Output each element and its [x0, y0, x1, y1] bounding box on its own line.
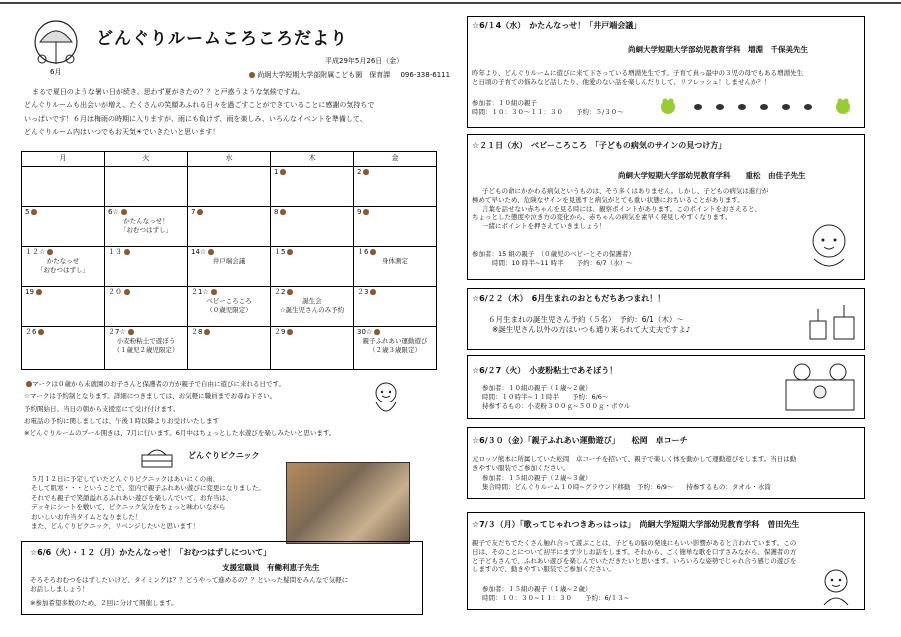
event-body: [30, 576, 418, 608]
org-line: [247, 71, 450, 80]
day-number: ２2: [274, 288, 286, 296]
info-line: 時間：10 時半~11 時半 予約：6/7（水）～: [492, 258, 633, 267]
info-line: 集合時間：どんぐりルーム１０時~グラウンド移動 予約：6/9～ 持参するもの：タオル・水筒: [482, 482, 771, 491]
picnic-line: デッキにシートを敷いて、ピクニック気分をちょっと味わいながら: [31, 503, 226, 512]
acorn-icon: [124, 289, 130, 295]
event-speaker: 支援室職員 有働利恵子先生: [222, 563, 320, 572]
note-line: ☆マークは予約制となります。詳細につきましては、お気軽に職員までお尋ね下さい。: [24, 392, 277, 401]
event-info: [482, 585, 629, 603]
weekday-thu: 木: [271, 152, 354, 167]
calendar-day-cell: [354, 327, 437, 370]
calendar-day-cell: [22, 247, 105, 287]
calendar-day-cell: [188, 247, 271, 287]
calendar-day-cell: [22, 167, 105, 207]
event-line: ６月生まれの誕生児さん予約（５名） 予約：6/1（木）～: [488, 315, 684, 324]
acorn-icon: [249, 72, 255, 78]
event-heading: ☆6/１4（水） かたんなっせ！「井戸端会議」: [472, 21, 642, 30]
calendar-week-row: [22, 207, 437, 247]
calendar-day-cell: [105, 327, 188, 370]
note-text: マークは０歳から未就園のお子さんと保護者の方が親子で自由に遊びに来れる日です。: [32, 380, 285, 388]
event-speaker: 尚絅大学短期大学部幼児教育学科 重松 由佳子先生: [618, 171, 806, 180]
june-calendar: [21, 151, 437, 370]
day-number: ２6: [25, 328, 37, 336]
event-line: 言葉を話せない赤ちゃんを見る時には、観察ポイントがあります。このポイントをおさえると、: [482, 204, 761, 213]
event-body: [472, 187, 792, 231]
calendar-header-row: [22, 152, 437, 167]
frog-icon: [661, 99, 675, 115]
event-line: 親子で友だちでたくさん触れ合って遊ぶことは、子どもの脳の発達にもいい影響があると言われています。この: [472, 539, 797, 547]
event-line: 日は、そのことについて初半にまず少しお話をします。それから、ごく簡単な歌を口ずさみながら、保護者の方: [472, 547, 797, 556]
calendar-week-row: [22, 247, 437, 287]
day-number: 6☆: [108, 208, 119, 216]
picnic-title: どんぐりピクニック: [188, 451, 260, 460]
calendar-day-cell: [271, 207, 354, 247]
acorn-icon: [370, 249, 376, 255]
calendar-week-row: [22, 167, 437, 207]
event-body: [472, 69, 860, 87]
event-box-birthday: [467, 288, 865, 350]
calendar-day-cell: [22, 287, 105, 327]
org-name: 尚絅大学短期大学部附属こども園 保育課: [257, 71, 391, 79]
calendar-day-cell: [354, 207, 437, 247]
calendar-day-cell: [105, 207, 188, 247]
day-event-label: ☆誕生児さんのみ予約: [279, 305, 345, 314]
info-line: 参加者：１５組の親子（１歳~２歳）: [482, 585, 592, 593]
day-event-label: 誕生会: [302, 297, 322, 306]
top-rule: [0, 2, 901, 4]
acorn-icon: [280, 169, 286, 175]
calendar-day-cell: [22, 327, 105, 370]
event-info: [482, 474, 771, 492]
picnic-text: [31, 475, 281, 532]
event-heading: ☆２１日（水） べビーころころ 「子どもの病気のサインの見つけ方」: [472, 141, 727, 150]
calendar-week-row: [22, 327, 437, 370]
acorn-icon: [128, 329, 134, 335]
tadpole-icon: [694, 104, 812, 110]
acorn-icon: [36, 289, 42, 295]
acorn-icon: [287, 289, 293, 295]
svg-text:6月: 6月: [50, 68, 62, 76]
acorn-icon: [208, 249, 214, 255]
event-line: と子どもさんで、ふれあい遊びを楽しんでいただきたいと思います。いろいろな姿勢でじゃれ合う感じの遊びを: [472, 556, 797, 565]
diaper-event-box: [21, 541, 423, 615]
event-line: ちょっとした態度や泣き方の変化から、赤ちゃんの病気を素早く発見しやすくなります。: [472, 213, 732, 222]
event-body: [472, 455, 860, 473]
weekday-wed: 水: [188, 152, 271, 167]
intro-line: まるで夏日のような暑い日が続き、思わず夏がきたの？？と戸惑うような気候ですね。: [32, 88, 305, 96]
info-line: 参加者：１０組の親子: [472, 99, 537, 107]
info-line: 参加者：１５組の親子（２歳~３歳）: [482, 474, 592, 482]
day-event-label: （２歳３歳限定）: [369, 345, 421, 354]
note-line: お電話の予約に関しましては、午後１時以降よりお受けいたします: [24, 417, 219, 426]
calendar-day-cell: [188, 327, 271, 370]
calendar-day-cell: [105, 287, 188, 327]
day-number: 2: [357, 168, 362, 176]
day-event-label: （０歳児限定）: [206, 305, 252, 314]
note-line: ※どんぐりルームのプール開きは、7月に行います。6月中はちょっとした水遊びを楽しみたいと思います。: [24, 429, 336, 438]
intro-line: いっぱいです！６月は梅雨の時期に入りますが、雨にも負けず、雨を楽しみ、いろんなイベントを準備して、: [24, 114, 367, 123]
acorn-icon: [363, 209, 369, 215]
acorn-icon: [370, 289, 376, 295]
day-event-label: 親子ふれあい運動遊び: [362, 337, 428, 346]
event-line: 一緒にポイントを押さえていきましょう！: [482, 222, 606, 231]
event-line: と日頃の子育ての悩みなど話したり、他愛のない話を楽しんだりして、リフレッシュ！しませんか？！: [472, 77, 771, 86]
picnic-basket-icon: [140, 447, 176, 469]
picnic-line: それでも親子で笑顔溢れるふれあい遊びを楽しんでいて、お弁当は、: [31, 493, 233, 502]
day-number: 1: [274, 168, 279, 176]
picnic-line: そして肌寒・・・ということで、室内で親子ふれあい遊びに変更になりました。: [31, 484, 265, 493]
day-number: １２☆: [25, 248, 46, 256]
day-number: ２8: [191, 328, 203, 336]
day-event-label: べビーころころ: [206, 297, 252, 306]
event-box-clay: [467, 355, 865, 419]
note-line: 予約開始日、当日の朝から支援室にて受け付けます。: [24, 404, 180, 413]
event-line: 極めて早いため、危険なサインを見逃すと病気がとても重い状態におちいることがあります。: [472, 195, 744, 204]
info-line: 参加者：15 組の親子 （０歳児のベビーとその保護者）: [472, 250, 635, 258]
frog-icon: [836, 99, 850, 115]
acorn-icon: [47, 249, 53, 255]
day-number: １5: [274, 248, 286, 256]
day-number: 8: [274, 208, 279, 216]
calendar-day-cell: [354, 247, 437, 287]
weekday-mon: 月: [22, 152, 105, 167]
acorn-icon: [204, 329, 210, 335]
baby-icon: [800, 215, 858, 273]
acorn-icon: [121, 209, 127, 215]
calendar-day-cell: [271, 327, 354, 370]
day-number: ２3: [357, 288, 369, 296]
event-box-song: [467, 512, 865, 610]
event-speaker: 尚絅大学短期大学部幼児教育学科 増淵 千保美先生: [628, 45, 808, 54]
event-line: そろそろおむつをはずしたいけど、タイミングは？？どうやって進めるの？？といった疑問をみんなで気軽に: [30, 576, 349, 584]
calendar-day-cell: [354, 167, 437, 207]
acorn-icon: [363, 169, 369, 175]
event-info: [472, 99, 624, 117]
event-body: [488, 315, 691, 335]
day-number: １３: [108, 248, 122, 256]
day-event-label: 「おむつはずし」: [120, 225, 172, 234]
calendar-day-cell: [271, 287, 354, 327]
day-event-label: 「おむつはずし」: [37, 265, 89, 274]
weekday-fri: 金: [354, 152, 437, 167]
event-line: お話ししましょう！: [30, 585, 89, 594]
acorn-icon: [280, 209, 286, 215]
calendar-day-cell: [22, 207, 105, 247]
clay-play-icon: [780, 360, 860, 414]
event-line: 元ロッソ熊本に所属していた松岡 卓コーチを招いて、親子で楽しく体を動かして運動遊びをします。当日は動: [472, 455, 797, 463]
event-box-exercise: [467, 427, 865, 499]
day-number: ２０: [108, 288, 122, 296]
event-heading: ☆6/２7（火） 小麦粉粘土であそぼう！: [472, 366, 618, 375]
day-event-label: （１歳児２歳児限定）: [113, 345, 179, 354]
acorn-icon: [287, 249, 293, 255]
event-info: [482, 384, 630, 410]
day-event-label: かたんなっせ！: [123, 217, 169, 226]
day-number: ２7☆: [108, 328, 126, 336]
day-number: 7: [191, 208, 196, 216]
day-number: 9: [357, 208, 362, 216]
acorn-icon: [38, 329, 44, 335]
day-number: １6: [357, 248, 369, 256]
calendar-day-cell: [105, 167, 188, 207]
info-line: 参加者：１０組の親子（１歳~２歳）: [482, 384, 592, 392]
calendar-day-cell: [271, 247, 354, 287]
acorn-icon: [211, 289, 217, 295]
picnic-photo: [286, 462, 410, 544]
day-number: 30☆: [357, 328, 373, 336]
calendar-body: [22, 167, 437, 370]
event-box-idobata: [467, 16, 865, 128]
frog-tadpole-decoration: [658, 95, 858, 117]
event-heading: ☆6/6（火）・１２（月）かたんなっせ！「おむつはずしについて」: [30, 548, 272, 557]
info-line: 時間：１０：３０~１１：３０ 予約：6/１３~: [482, 593, 630, 602]
intro-line: どんぐりルーム内はいつでもお天気☀でいきたいと思います！: [24, 127, 220, 136]
intro-text: [24, 86, 444, 139]
day-event-label: 身体測定: [382, 257, 408, 266]
calendar-day-cell: [188, 287, 271, 327]
event-box-baby: [467, 134, 865, 280]
day-event-label: 小麦粉粘土で遊ぼう: [116, 337, 176, 346]
day-number: 19: [25, 288, 34, 296]
picnic-line: おいしいお弁当タイムとなりました！: [31, 512, 142, 521]
event-line: しますので、動きやすい服装でご参加ください。: [472, 565, 615, 574]
picnic-line: ５月１２日に予定していたどんぐりピクニックはあいにくの雨、: [31, 475, 220, 483]
intro-line: どんぐりルームも出会いが増え、たくさんの笑顔あふれる日々を過ごすことができていることに感謝の気持ちで: [24, 101, 375, 110]
picnic-line: また、どんぐりピクニック、リベンジしたいと思います！: [31, 522, 200, 531]
event-info: [472, 250, 635, 268]
calendar-day-cell: [271, 167, 354, 207]
day-number: ２1☆: [191, 288, 209, 296]
event-line: きやすい服装でご参加ください。: [472, 463, 570, 472]
event-body: [472, 539, 860, 574]
child-icon: [814, 565, 858, 607]
calendar-day-cell: [188, 167, 271, 207]
issue-date: 平成29年5月26日（金）: [325, 57, 404, 65]
info-line: 時間：１０時半~１１時半 予約：6/6～: [482, 392, 609, 401]
acorn-icon: [374, 329, 380, 335]
day-number: 14☆: [191, 248, 207, 256]
day-event-label: かたなっせ: [46, 257, 80, 266]
calendar-week-row: [22, 287, 437, 327]
acorn-icon: [124, 249, 130, 255]
teruteru-bozu-icon: [365, 380, 407, 422]
event-line: 子どもの命にかかわる病気というものは、そう多くはありません。しかし、子どもの病気は進行が: [482, 187, 769, 195]
event-heading: ☆6/２２（木） 6月生まれのおともだちあつまれ！！: [472, 294, 666, 303]
acorn-icon: [31, 209, 37, 215]
acorn-icon: [287, 329, 293, 335]
umbrella-flower-icon: [28, 14, 88, 76]
info-line: 時間：１０：３０～１１：３０ 予約：５/３０～: [472, 107, 624, 116]
calendar-day-cell: [188, 207, 271, 247]
calendar-day-cell: [105, 247, 188, 287]
event-line: ※誕生児さん以外の方はいつも通り来られて大丈夫ですよ♪: [492, 325, 691, 335]
birthday-cake-icon: [804, 297, 860, 343]
phone-number: 096-338-6111: [400, 71, 451, 79]
day-number: ２9: [274, 328, 286, 336]
event-line: ※参加希望多数のため、２回に分けて開催します。: [30, 598, 178, 607]
info-line: 持参するもの：小麦粉３００ｇ~５００ｇ・ボウル: [482, 401, 631, 410]
event-line: 昨年より、どんぐりルームに遊びに来て下さっている増淵先生です。子育て真っ最中の３児の母でもある増淵先生: [472, 69, 803, 77]
calendar-day-cell: [354, 287, 437, 327]
event-heading: ☆6/３０（金）「親子ふれあい運動遊び」 松岡 卓コーチ: [472, 436, 688, 445]
weekday-tue: 火: [105, 152, 188, 167]
event-heading: ☆7/３（月）「歌ってじゃれつきあっはっは」 尚絅大学短期大学部幼児教育学科 曽田先生: [472, 520, 800, 529]
acorn-icon: [197, 209, 203, 215]
page-title: どんぐりルームころころだより: [96, 29, 348, 49]
day-number: 5: [25, 208, 30, 216]
day-event-label: 井戸端会議: [212, 257, 246, 266]
